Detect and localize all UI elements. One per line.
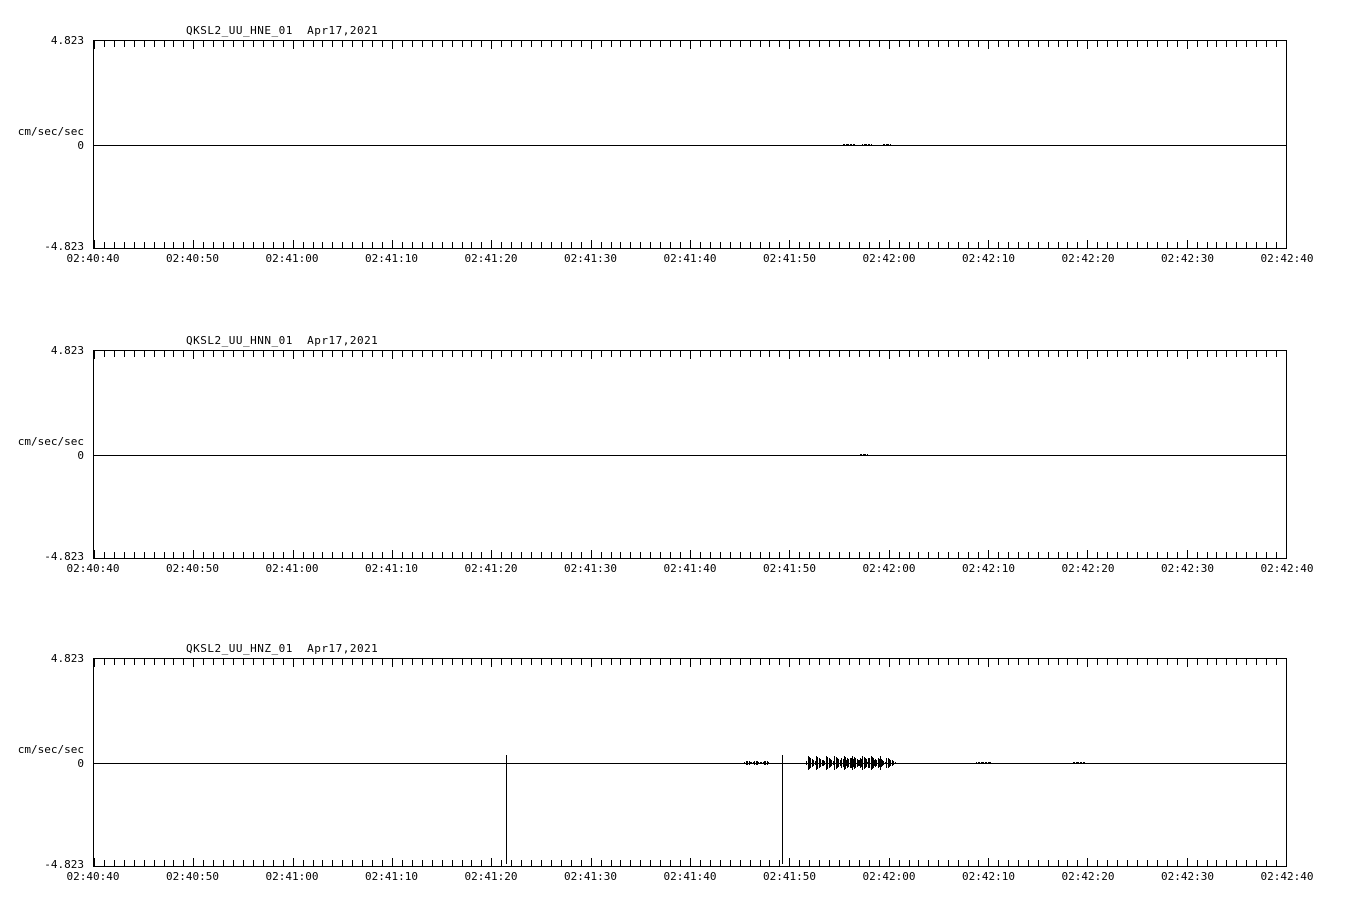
x-tick-label: 02:41:30 (564, 562, 617, 575)
x-tick-label: 02:42:30 (1161, 870, 1214, 883)
waveform-noise (751, 762, 752, 764)
y-axis-min-label-hnz: -4.823 (44, 858, 84, 871)
x-tick-label: 02:41:10 (365, 562, 418, 575)
waveform-noise (838, 759, 839, 767)
x-tick-label: 02:42:30 (1161, 252, 1214, 265)
waveform-noise (824, 761, 825, 765)
waveform-noise (806, 761, 807, 765)
waveform-noise (1074, 762, 1075, 764)
x-tick-label: 02:42:00 (862, 252, 916, 265)
waveform-noise (851, 758, 852, 768)
x-tick-label: 02:41:40 (663, 870, 717, 883)
x-axis-hne (66, 252, 1314, 268)
y-axis-units-label-hne: cm/sec/sec (17, 125, 84, 138)
x-tick-label: 02:40:40 (66, 562, 120, 575)
waveform-noise (876, 762, 877, 764)
waveform-noise (883, 761, 884, 765)
y-axis-min-label-hnn: -4.823 (44, 550, 84, 563)
x-tick-label: 02:41:50 (763, 562, 816, 575)
x-tick-label: 02:42:00 (862, 870, 916, 883)
x-tick-label: 02:40:40 (66, 252, 120, 265)
waveform-noise (841, 758, 842, 768)
waveform-spike (506, 763, 507, 864)
x-tick-label: 02:41:00 (265, 252, 319, 265)
y-axis-zero-label-hnn: 0 (77, 449, 84, 462)
y-axis-max-label-hnn: 4.823 (50, 344, 84, 357)
waveform-spike (782, 755, 783, 763)
panel-title-hnn: QKSL2_UU_HNN_01 Apr17,2021 (186, 334, 379, 347)
x-tick-label: 02:41:20 (464, 562, 518, 575)
x-tick-label: 02:42:30 (1161, 562, 1214, 575)
waveform-noise (848, 762, 849, 764)
waveform-noise (831, 760, 832, 766)
axis-tick (1286, 550, 1287, 558)
waveform-noise (747, 761, 748, 765)
x-tick-label: 02:41:30 (564, 870, 617, 883)
x-tick-label: 02:41:20 (464, 252, 518, 265)
waveform-noise (890, 144, 891, 146)
seismogram-panel-hne (0, 24, 1358, 294)
axis-tick (1286, 240, 1287, 248)
x-axis-hnz (66, 870, 1314, 886)
x-tick-label: 02:42:40 (1260, 870, 1314, 883)
waveform-noise (827, 757, 828, 769)
x-tick-label: 02:41:40 (663, 562, 717, 575)
waveform-noise (884, 144, 885, 146)
x-tick-label: 02:42:00 (862, 562, 916, 575)
waveform-trace-hne (94, 41, 1286, 248)
y-axis-min-label-hne: -4.823 (44, 240, 84, 253)
x-tick-label: 02:42:10 (962, 870, 1015, 883)
waveform-noise (768, 762, 769, 764)
x-tick-label: 02:40:50 (166, 870, 219, 883)
waveform-noise (1078, 762, 1079, 764)
waveform-noise (879, 759, 880, 767)
y-axis-max-label-hne: 4.823 (50, 34, 84, 47)
axis-tick (1286, 351, 1287, 359)
x-axis-hnn (66, 562, 1314, 578)
y-axis-zero-label-hne: 0 (77, 139, 84, 152)
waveform-noise (986, 762, 987, 764)
waveform-noise (869, 758, 870, 768)
x-tick-label: 02:41:40 (663, 252, 717, 265)
x-tick-label: 02:40:50 (166, 562, 219, 575)
waveform-noise (865, 454, 866, 456)
panel-title-hnz: QKSL2_UU_HNZ_01 Apr17,2021 (186, 642, 379, 655)
waveform-noise (886, 758, 887, 768)
waveform-noise (854, 144, 855, 146)
panel-title-hne: QKSL2_UU_HNE_01 Apr17,2021 (186, 24, 379, 37)
waveform-noise (820, 759, 821, 767)
waveform-noise (893, 761, 894, 765)
plot-area-hne (93, 40, 1287, 249)
x-tick-label: 02:41:30 (564, 252, 617, 265)
waveform-noise (890, 760, 891, 766)
waveform-noise (861, 454, 862, 456)
x-tick-label: 02:42:40 (1260, 252, 1314, 265)
plot-area-hnn (93, 350, 1287, 559)
waveform-noise (871, 144, 872, 146)
waveform-noise (869, 144, 870, 146)
waveform-noise (765, 761, 766, 765)
x-tick-label: 02:42:20 (1061, 562, 1115, 575)
waveform-noise (834, 756, 835, 770)
x-tick-label: 02:41:00 (265, 870, 319, 883)
x-tick-label: 02:41:10 (365, 870, 418, 883)
waveform-noise (979, 762, 980, 764)
waveform-noise (754, 761, 755, 765)
x-tick-label: 02:42:10 (962, 562, 1015, 575)
waveform-noise (865, 761, 866, 765)
x-tick-label: 02:40:40 (66, 870, 120, 883)
waveform-noise (858, 762, 859, 764)
waveform-noise (848, 144, 849, 146)
waveform-noise (851, 144, 852, 146)
waveform-noise (888, 144, 889, 146)
seismogram-panel-hnz (0, 642, 1358, 912)
waveform-noise (983, 762, 984, 764)
waveform-noise (813, 760, 814, 766)
x-tick-label: 02:42:40 (1260, 562, 1314, 575)
waveform-noise (1084, 762, 1085, 764)
waveform-noise (895, 762, 896, 764)
waveform-noise (990, 762, 991, 764)
seismogram-panel-hnn (0, 334, 1358, 604)
waveform-noise (810, 758, 811, 768)
waveform-noise (867, 454, 868, 456)
x-tick-label: 02:42:20 (1061, 252, 1115, 265)
waveform-trace-hnz (94, 659, 1286, 866)
y-axis-units-label-hnn: cm/sec/sec (17, 435, 84, 448)
waveform-noise (866, 144, 867, 146)
axis-tick (1286, 858, 1287, 866)
plot-area-hnz (93, 658, 1287, 867)
x-tick-label: 02:41:50 (763, 870, 816, 883)
waveform-noise (844, 759, 845, 767)
waveform-noise (976, 762, 977, 764)
y-axis-max-label-hnz: 4.823 (50, 652, 84, 665)
waveform-noise (817, 757, 818, 769)
x-tick-label: 02:40:50 (166, 252, 219, 265)
waveform-spike (506, 755, 507, 763)
waveform-noise (844, 144, 845, 146)
waveform-trace-hnn (94, 351, 1286, 558)
waveform-noise (758, 762, 759, 764)
x-tick-label: 02:41:10 (365, 252, 418, 265)
x-tick-label: 02:41:50 (763, 252, 816, 265)
waveform-noise (872, 760, 873, 766)
y-axis-zero-label-hnz: 0 (77, 757, 84, 770)
x-tick-label: 02:41:00 (265, 562, 319, 575)
x-tick-label: 02:41:20 (464, 870, 518, 883)
waveform-noise (744, 762, 745, 764)
axis-tick (1286, 659, 1287, 667)
waveform-noise (855, 760, 856, 766)
x-tick-label: 02:42:20 (1061, 870, 1115, 883)
waveform-spike (782, 763, 783, 864)
waveform-noise (1081, 762, 1082, 764)
waveform-noise (862, 759, 863, 767)
waveform-noise (862, 144, 863, 146)
x-tick-label: 02:42:10 (962, 252, 1015, 265)
axis-tick (1286, 41, 1287, 49)
y-axis-units-label-hnz: cm/sec/sec (17, 743, 84, 756)
waveform-noise (761, 762, 762, 764)
